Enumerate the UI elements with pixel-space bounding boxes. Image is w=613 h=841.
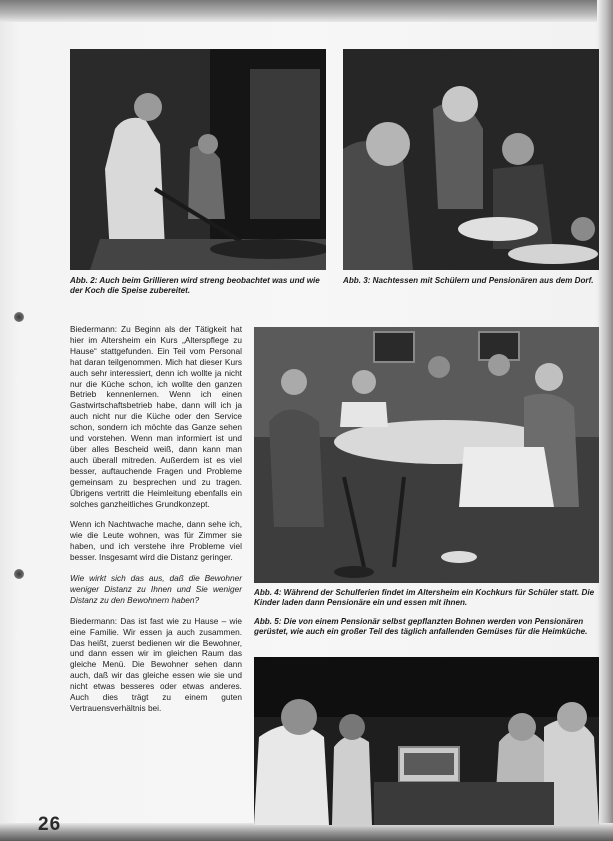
- scan-top-shadow: [0, 0, 613, 22]
- interview-question: Wie wirkt sich das aus, daß die Bewohner weniger Distanz zu Ihnen und Sie weniger Distanz zu den Bewohnern haben?: [70, 573, 242, 605]
- punch-hole-upper: [14, 312, 24, 322]
- photo-cooking-course: [254, 327, 599, 583]
- punch-hole-lower: [14, 569, 24, 579]
- photo-dinner: [343, 49, 599, 270]
- article-text-column: [70, 324, 242, 724]
- caption-abb5: Abb. 5: Die von einem Pensionär selbst gepflanzten Bohnen werden von Pensionären gerüstet, wie auch ein großer Teil des täglich anfallenden Gemüses für die Heimküche.: [254, 617, 588, 636]
- article-paragraph-1: Biedermann: Zu Beginn als der Tätigkeit hat hier im Altersheim ein Kurs „Alterspflege zu Hause“ stattgefunden. Ein Teil vom Personal hat daran teilgenommen. Mich hat dieser Kurs auch sehr interessiert, denn ich wollte ja nicht nur die Küche schon, ich wollte den ganzen Betrieb kennenlernen. Wenn ich einen Gastwirtschaftsbetrieb habe, dann will ich ja auch nicht nur die Küche oder den Service schon, sondern ich möchte das Ganze sehen und vorstehen. Wenn man informiert ist und über alles Bescheid weiß, dann kann man auch überall mitreden. Außerdem ist es viel besser, auftauchende Fragen und Probleme gemeinsam zu besprechen und zu tragen. Übrigens vertritt die Heimleitung ebenfalls ein solches ganzheitliches Grundkonzept.: [70, 324, 242, 509]
- scan-right-edge: [597, 0, 613, 841]
- caption-abb2: Abb. 2: Auch beim Grillieren wird streng beobachtet was und wie der Koch die Speise zubereitet.: [70, 276, 320, 295]
- photo-bean-preparation: [254, 657, 599, 825]
- caption-abb4: Abb. 4: Während der Schulferien findet im Altersheim ein Kochkurs für Schüler statt. Die Kinder laden dann Pensionäre ein und essen mit ihnen.: [254, 588, 595, 607]
- photo-grilling: [70, 49, 326, 270]
- article-paragraph-2: Wenn ich Nachtwache mache, dann sehe ich, wie die Leute wohnen, was für Zimmer sie haben, und ich verstehe ihre Probleme viel besser. Insgesamt wird die Distanz geringer.: [70, 519, 242, 563]
- caption-abb3: Abb. 3: Nachtessen mit Schülern und Pensionären aus dem Dorf.: [343, 276, 594, 285]
- page-number: 26: [38, 814, 62, 835]
- scan-bottom-shadow: [0, 823, 613, 841]
- article-paragraph-3: Biedermann: Das ist fast wie zu Hause – wie eine Familie. Wir essen ja auch zusammen. Das heißt, zuerst bedienen wir die Bewohner, und dann essen wir im gleichen Raum das gleiche Menü. Die Bewohner sehen dann auch, daß wir das gleiche essen wie sie und nicht etwas besseres oder etwas anderes. Auch dies trägt zu einem guten Vertrauensverhältnis bei.: [70, 615, 242, 713]
